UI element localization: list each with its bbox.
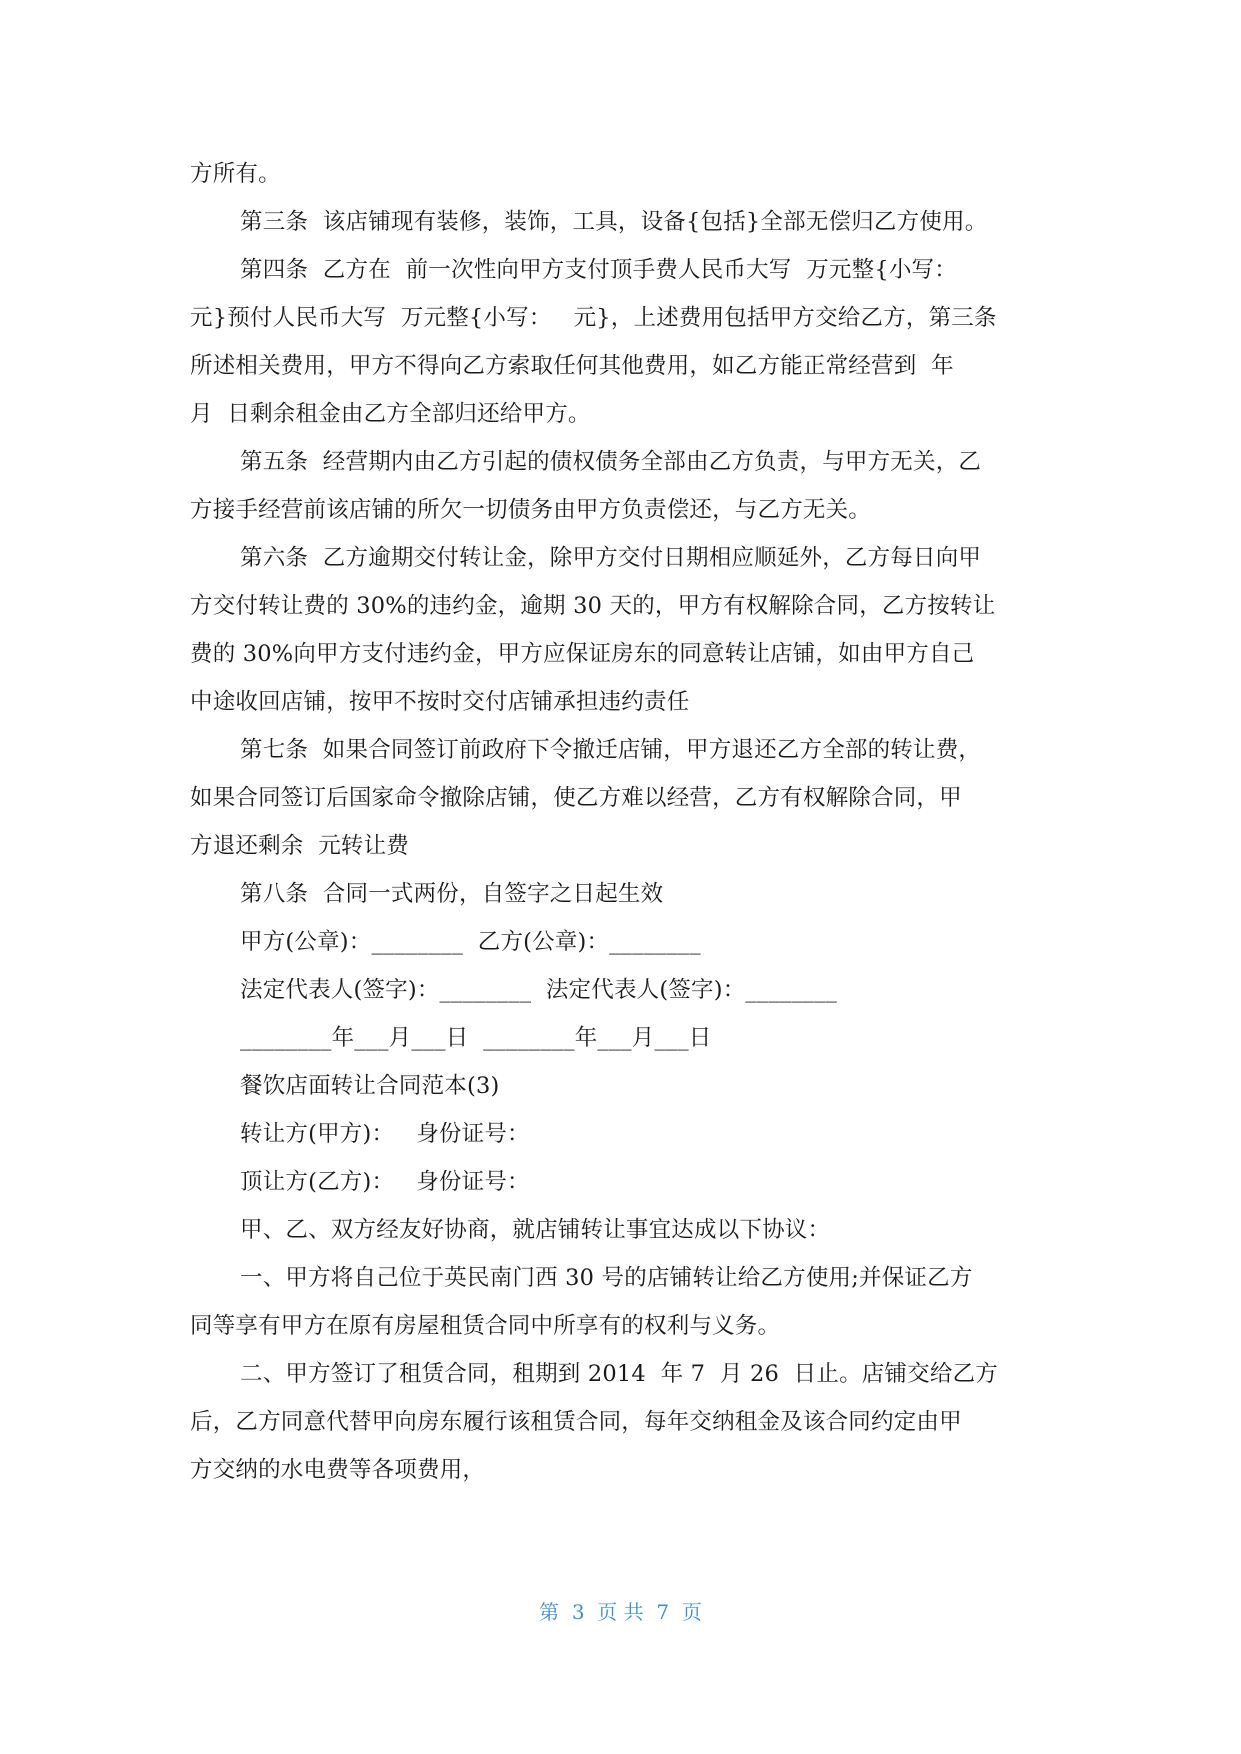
text-line: 第七条 如果合同签订前政府下令撤迁店铺，甲方退还乙方全部的转让费， <box>240 737 982 763</box>
text-line: 同等享有甲方在原有房屋租赁合同中所享有的权利与义务。 <box>190 1313 781 1339</box>
text-line: 二、甲方签订了租赁合同，租期到 2014 年 7 月 26 日止。店铺交给乙方 <box>240 1361 998 1387</box>
text-line: 转让方(甲方)： 身份证号： <box>240 1121 530 1147</box>
page-number-footer: 第 3 页 共 7 页 <box>539 1600 702 1624</box>
text-line: 方交付转让费的 30%的违约金，逾期 30 天的，甲方有权解除合同，乙方按转让 <box>190 593 996 619</box>
text-line: ________年___月___日 ________年___月___日 <box>240 1025 712 1051</box>
text-line: 餐饮店面转让合同范本(3) <box>240 1073 500 1099</box>
text-line: 第三条 该店铺现有装修，装饰，工具，设备{包括}全部无偿归乙方使用。 <box>240 209 988 235</box>
text-line: 第五条 经营期内由乙方引起的债权债务全部由乙方负责，与甲方无关，乙 <box>240 449 982 475</box>
text-line: 甲、乙、双方经友好协商，就店铺转让事宜达成以下协议： <box>240 1217 831 1243</box>
text-line: 法定代表人(签字)：________ 法定代表人(签字)：________ <box>240 977 838 1003</box>
text-line: 中途收回店铺，按甲不按时交付店铺承担违约责任 <box>190 689 690 715</box>
text-line: 第六条 乙方逾期交付转让金，除甲方交付日期相应顺延外，乙方每日向甲 <box>240 545 982 571</box>
text-line: 顶让方(乙方)： 身份证号： <box>240 1169 530 1195</box>
text-line: 元}预付人民币大写 万元整{小写： 元}，上述费用包括甲方交给乙方，第三条 <box>190 305 997 331</box>
text-line: 后，乙方同意代替甲向房东履行该租赁合同，每年交纳租金及该合同约定由甲 <box>190 1409 962 1435</box>
text-line: 甲方(公章)：________ 乙方(公章)：________ <box>240 929 701 955</box>
text-line: 方所有。 <box>190 161 281 187</box>
text-line: 一、甲方将自己位于英民南门西 30 号的店铺转让给乙方使用;并保证乙方 <box>240 1265 973 1291</box>
text-line: 费的 30%向甲方支付违约金，甲方应保证房东的同意转让店铺，如由甲方自己 <box>190 641 975 667</box>
text-line: 方接手经营前该店铺的所欠一切债务由甲方负责偿还，与乙方无关。 <box>190 497 872 523</box>
document-body <box>190 150 1056 1494</box>
text-line: 月 日剩余租金由乙方全部归还给甲方。 <box>190 401 591 427</box>
text-line: 方退还剩余 元转让费 <box>190 833 410 859</box>
text-line: 第四条 乙方在 前一次性向甲方支付顶手费人民币大写 万元整{小写： <box>240 257 957 283</box>
text-line: 如果合同签订后国家命令撤除店铺，使乙方难以经营，乙方有权解除合同，甲 <box>190 785 962 811</box>
text-line: 第八条 合同一式两份，自签字之日起生效 <box>240 881 664 907</box>
text-line: 所述相关费用，甲方不得向乙方索取任何其他费用，如乙方能正常经营到 年 <box>190 353 954 379</box>
text-line: 方交纳的水电费等各项费用， <box>190 1457 486 1483</box>
